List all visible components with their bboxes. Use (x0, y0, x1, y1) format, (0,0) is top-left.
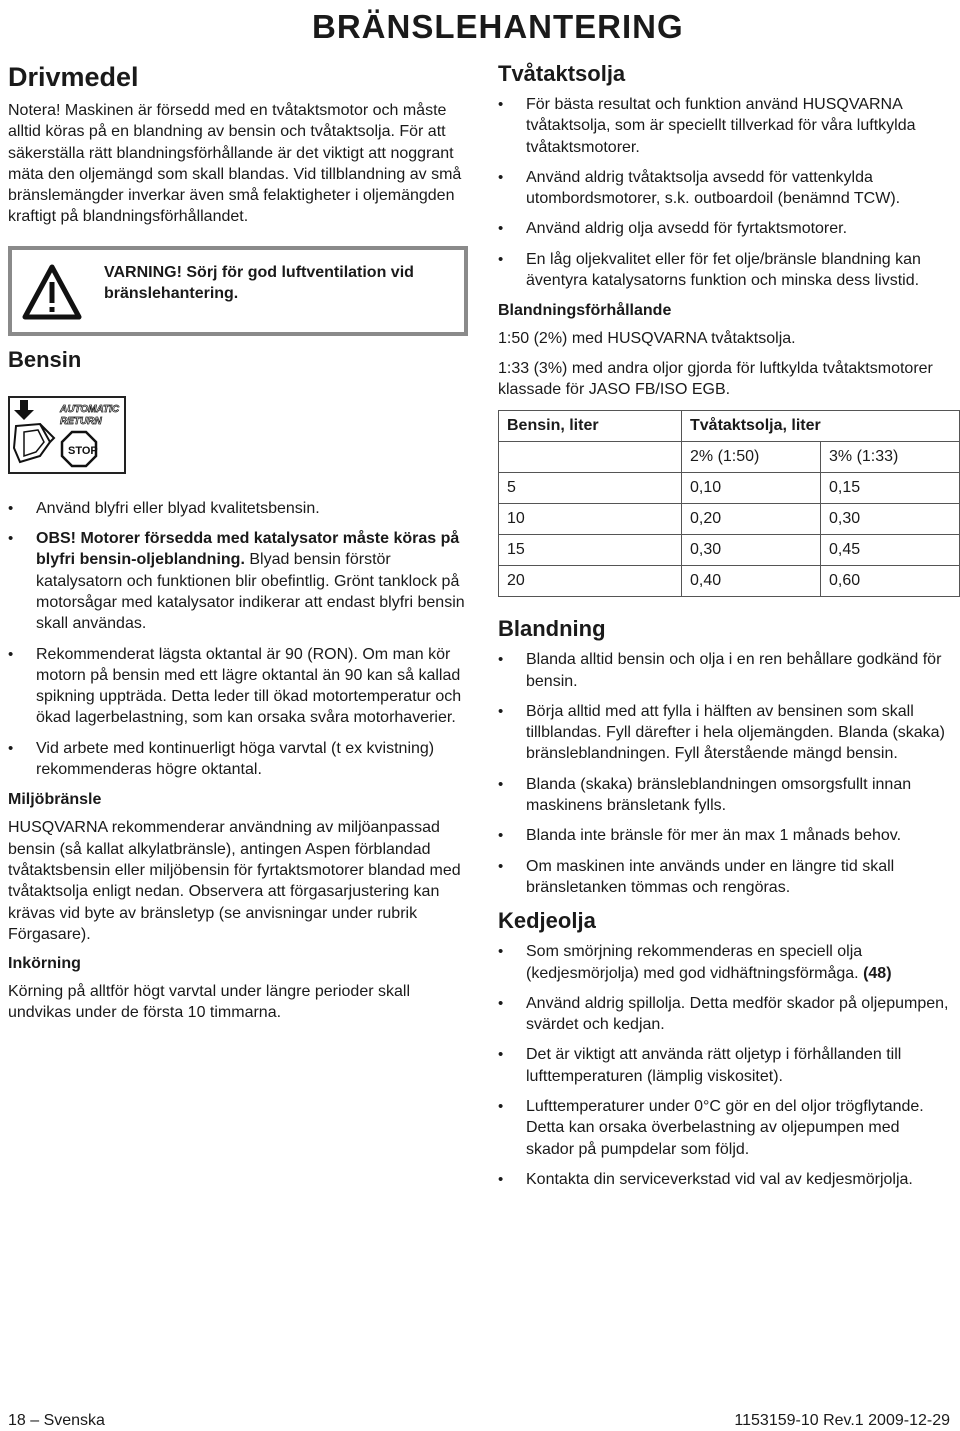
obs-emphasis: OBS! Motorer försedda med katalysator måste köras på blyfri bensin-oljeblandning. (36, 530, 460, 569)
list-item (8, 528, 468, 634)
list-item: • Använd aldrig olja avsedd för fyrtaktsmotorer. (498, 218, 950, 239)
section-title-inkorning: Inkörning (8, 955, 81, 973)
automatic-return-pictogram (8, 396, 126, 474)
stop-sign-label: STOP (68, 444, 98, 457)
table-header-2pct: 2% (1:50) (682, 442, 821, 473)
table-header-row (499, 411, 960, 442)
section-title-blandning: Blandning (498, 616, 606, 642)
table-cell: 0,60 (821, 566, 960, 597)
table-row (499, 504, 960, 535)
list-item: • Om maskinen inte används under en längre tid skall bränsletanken tömmas och rengöras. (498, 856, 950, 899)
table-row (499, 566, 960, 597)
warning-text: VARNING! Sörj för god luftventilation vid bränslehantering. (104, 263, 414, 303)
right-column (498, 60, 950, 1199)
tvataktsolja-list (498, 94, 950, 291)
miljobransle-text: HUSQVARNA rekommenderar användning av miljöanpassad bensin (så kallat alkylatbränsle), antingen Aspen förblandad tvåtaktsbensin eller miljöbensin för fyrtaktsmotorer blandad med tvåtaktsolja enligt nedan. Observera att förgasarjustering kan krävas vid byte av bränsletyp (se anvisningar under rubrik Förgasare). (8, 819, 461, 943)
list-item: • En låg oljekvalitet eller för fet olje/bränsle blandning kan äventyra katalysatorns funktion och minska dess livstid. (498, 249, 950, 292)
inkorning-text: Körning på alltför högt varvtal under längre perioder skall undvikas under de första 10 timmarna. (8, 983, 411, 1022)
table-cell: 0,40 (682, 566, 821, 597)
page-header: BRÄNSLEHANTERING (312, 8, 684, 45)
list-item: • Blanda inte bränsle för mer än max 1 månads behov. (498, 825, 950, 846)
list-item: • Vid arbete med kontinuerligt höga varvtal (t ex kvistning) rekommenderas högre oktantal. (8, 738, 468, 781)
blandning-list (498, 649, 950, 898)
left-column (8, 60, 468, 1032)
section-title-kedjeolja: Kedjeolja (498, 908, 596, 934)
list-item: • Använd aldrig spillolja. Detta medför skador på oljepumpen, svärdet och kedjan. (498, 993, 950, 1036)
ratio-text-1: 1:50 (2%) med HUSQVARNA tvåtaktsolja. (498, 330, 796, 348)
drivmedel-intro: Notera! Maskinen är försedd med en tvåtaktsmotor och måste alltid köras på en blandning av bensin och tvåtaktsolja. För att säkerställa rätt blandningsförhållande är det viktigt att noggrant mäta den oljemängd som skall blandas. Vid tillblandning av små bränslemängder inverkar även små felaktigheter i oljemängden kraftigt på blandningsförhållandet. (8, 102, 462, 226)
list-item: • Kontakta din serviceverkstad vid val av kedjesmörjolja. (498, 1169, 950, 1190)
list-item: • Lufttemperaturer under 0°C gör en del oljor trögflytande. Detta kan orsaka överbelastning av oljepumpen med skador på pumpdelar som följd. (498, 1096, 950, 1160)
pictogram-label-1: AUTOMATIC (60, 403, 120, 415)
table-cell: 0,45 (821, 535, 960, 566)
table-cell: 20 (499, 566, 682, 597)
list-item: • Blanda (skaka) bränsleblandningen omsorgsfullt innan maskinens bränsletank fylls. (498, 774, 950, 817)
table-cell: 5 (499, 473, 682, 504)
list-item: • Rekommenderat lägsta oktantal är 90 (RON). Om man kör motorn på bensin med ett lägre oktantal än 90 kan så kallad spikning uppträda. Detta leder till ökad motortemperatur och ökad lagerbelastning, som kan orsaka svåra motorhaverier. (8, 644, 468, 729)
list-item: • Använd blyfri eller blyad kvalitetsbensin. (8, 498, 468, 519)
list-item (498, 941, 950, 984)
kedjeolja-list (498, 941, 950, 1190)
obs-rest: Blyad bensin förstör katalysatorn och funktionen blir obefintlig. Grönt tanklock på motorsågar med katalysator indikerar att endast blyfri bensin skall användas. (36, 551, 465, 633)
table-subheader-row (499, 442, 960, 473)
table-row (499, 535, 960, 566)
figure-reference: (48) (863, 964, 892, 982)
footer-document-id: 1153159-10 Rev.1 2009-12-29 (734, 1412, 950, 1429)
list-item: • Använd aldrig tvåtaktsolja avsedd för vattenkylda utombordsmotorer, s.k. outboardoil (benämnd TCW). (498, 167, 950, 210)
table-row (499, 473, 960, 504)
bensin-list (8, 498, 468, 781)
mixing-table (498, 410, 960, 597)
list-item: • Det är viktigt att använda rätt oljetyp i förhållanden till lufttemperaturen (lämplig viskositet). (498, 1044, 950, 1087)
table-cell: 15 (499, 535, 682, 566)
table-cell: 10 (499, 504, 682, 535)
list-item: • För bästa resultat och funktion använd HUSQVARNA tvåtaktsolja, som är speciellt tillverkad för våra luftkylda tvåtaktsmotorer. (498, 94, 950, 158)
table-cell: 0,30 (821, 504, 960, 535)
chain-brake-icon (10, 398, 124, 472)
ratio-text-2: 1:33 (3%) med andra oljor gjorda för luftkylda tvåtaktsmotorer klassade för JASO FB/ISO EGB. (498, 359, 933, 398)
section-title-miljobransle: Miljöbränsle (8, 791, 102, 809)
section-title-bensin: Bensin (8, 346, 82, 372)
table-cell: 0,20 (682, 504, 821, 535)
warning-triangle-icon (22, 264, 82, 320)
table-header-3pct: 3% (1:33) (821, 442, 960, 473)
warning-box (8, 246, 468, 336)
table-header-olja: Tvåtaktsolja, liter (682, 411, 960, 442)
table-cell: 0,10 (682, 473, 821, 504)
list-item: • Blanda alltid bensin och olja i en ren behållare godkänd för bensin. (498, 649, 950, 692)
table-cell: 0,30 (682, 535, 821, 566)
table-cell-empty (499, 442, 682, 473)
list-item: • Börja alltid med att fylla i hälften av bensinen som skall tillblandas. Fyll därefter i hela oljemängden. Blanda (skaka) bränsleblandningen. Fyll återstående mängd bensin. (498, 701, 950, 765)
footer-page-number: 18 – Svenska (8, 1412, 105, 1429)
section-title-blandningsforhallande: Blandningsförhållande (498, 302, 672, 320)
kedje-text: Som smörjning rekommenderas en speciell olja (kedjesmörjolja) med god vidhäftningsförmåga. (526, 943, 864, 982)
section-title-tvataktsolja: Tvåtaktsolja (498, 61, 626, 86)
pictogram-label-2: RETURN (60, 415, 102, 427)
table-cell: 0,15 (821, 473, 960, 504)
table-header-bensin: Bensin, liter (499, 411, 682, 442)
section-title-drivmedel: Drivmedel (8, 62, 139, 92)
